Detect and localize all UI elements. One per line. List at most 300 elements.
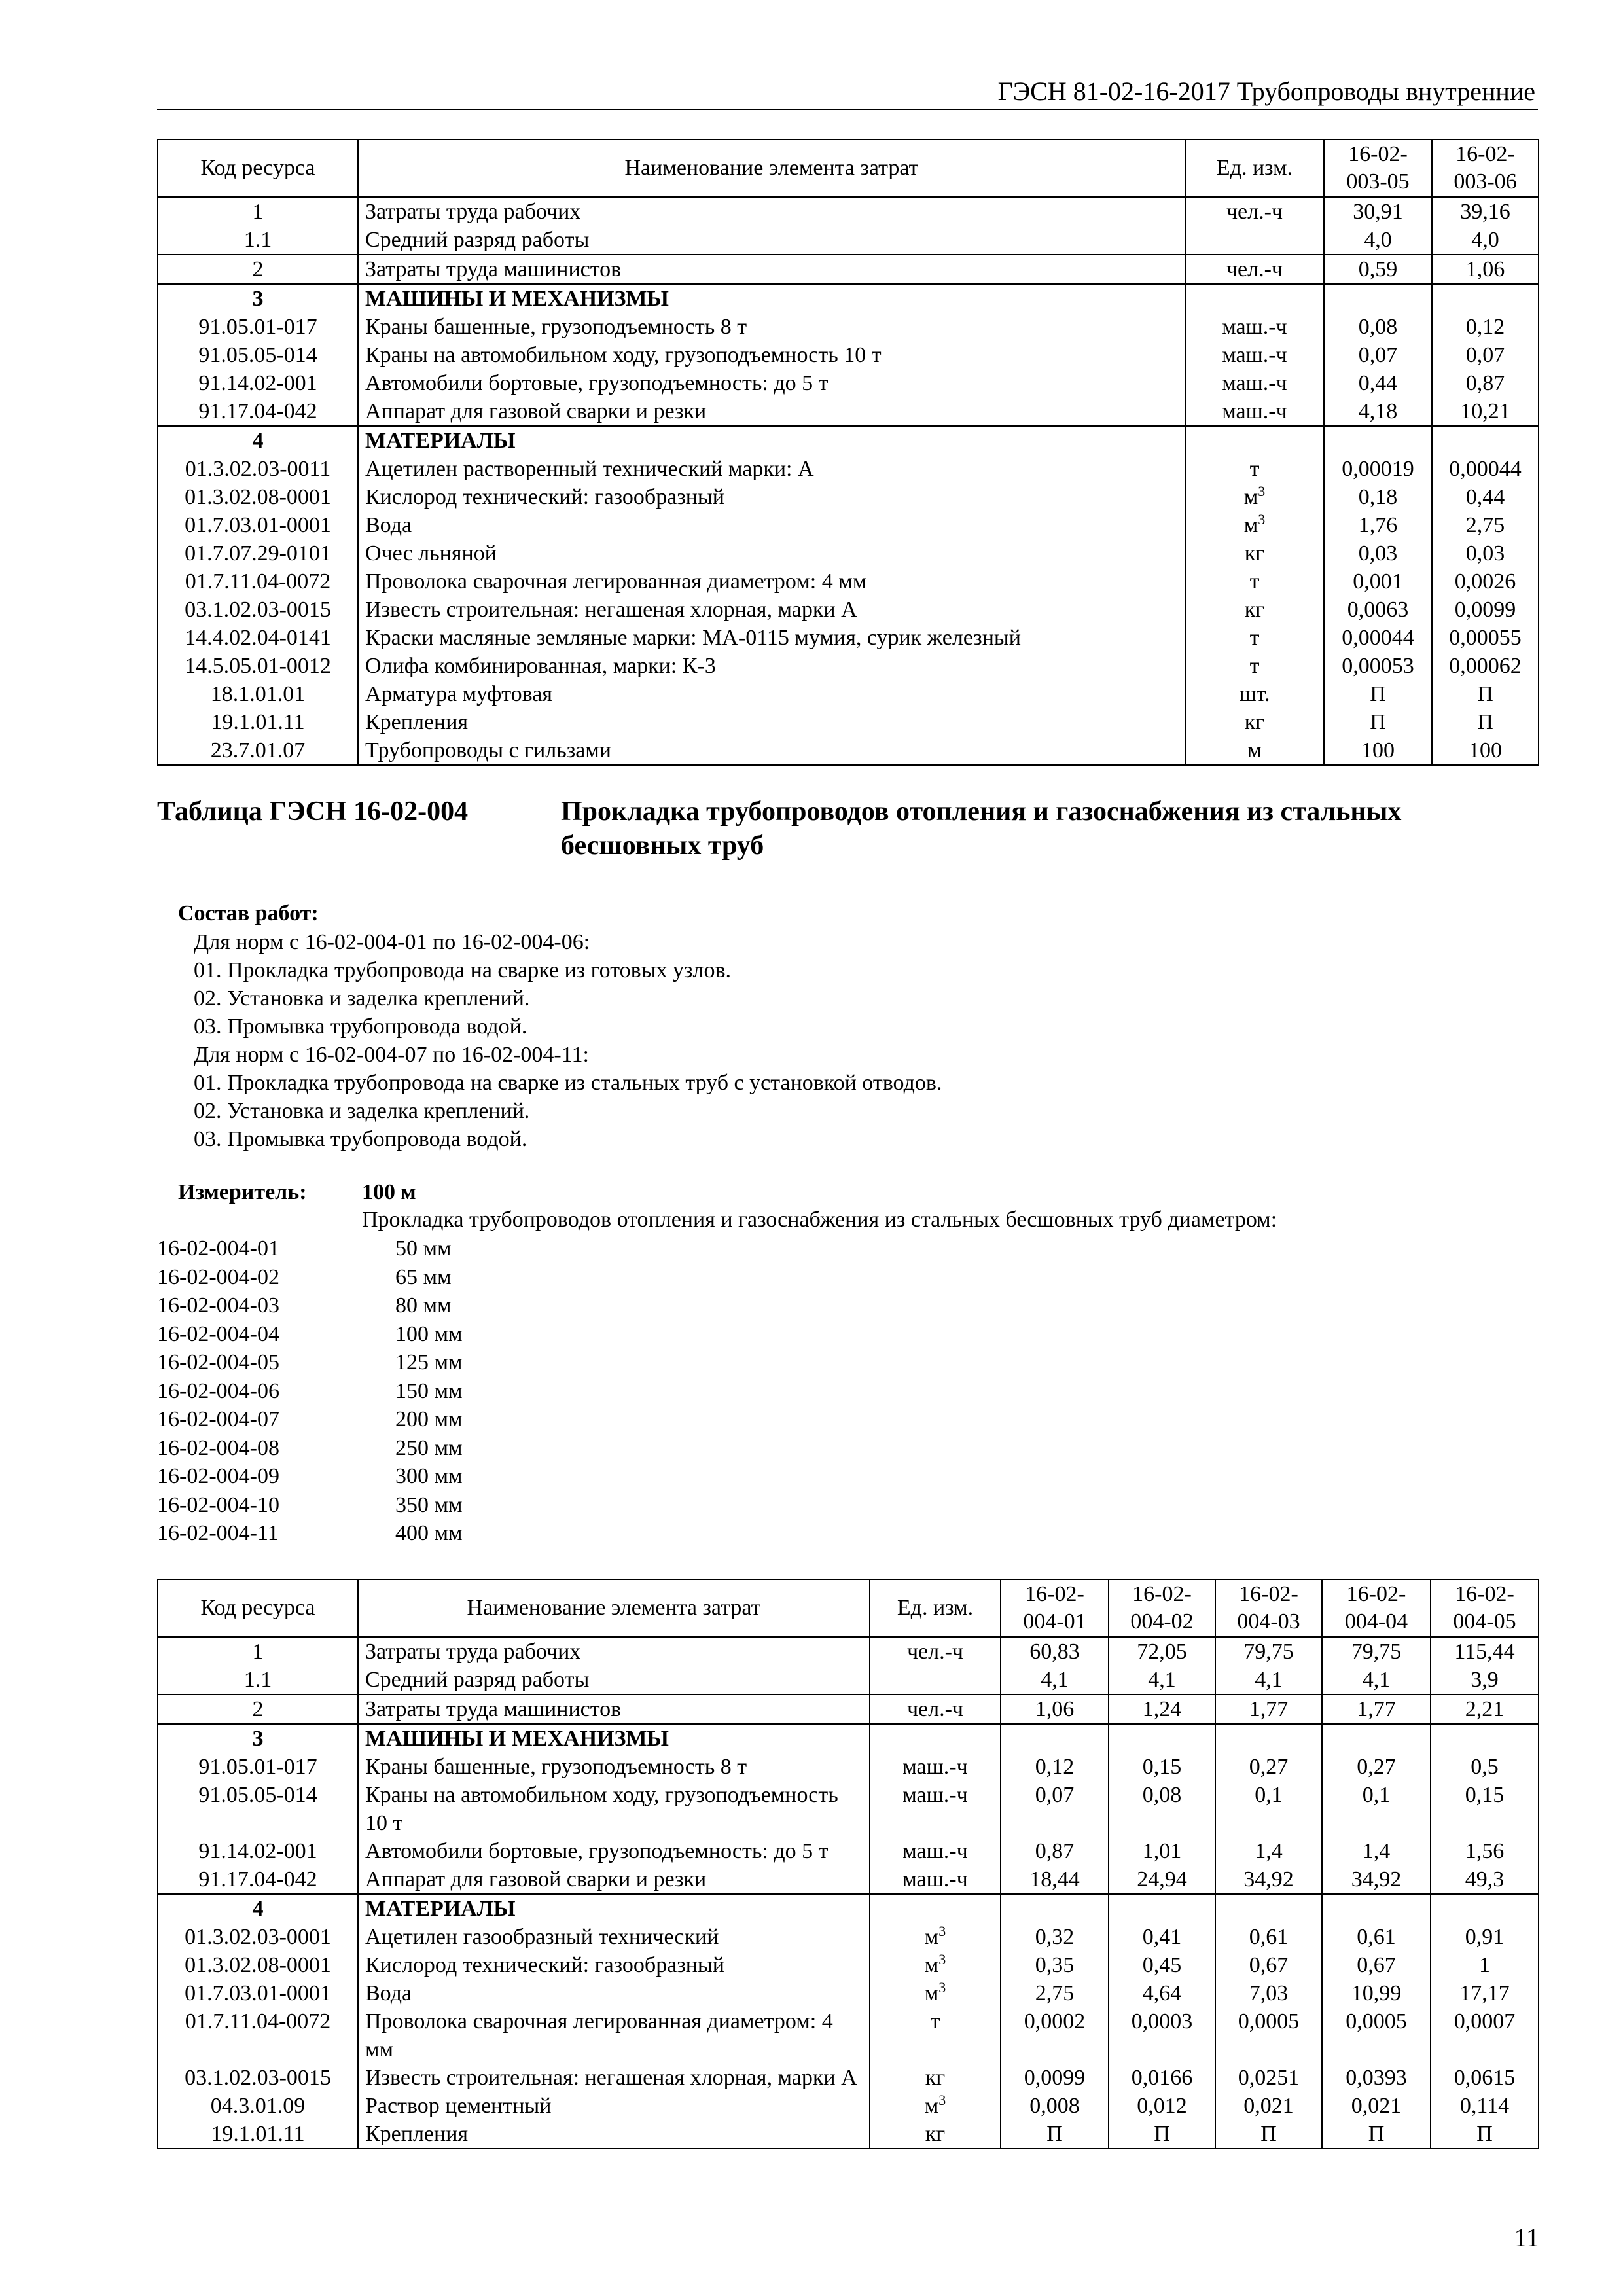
cell-resource-name: Ацетилен газообразный технический (358, 1923, 870, 1951)
cell-value: 0,12 (1001, 1753, 1109, 1781)
cell-value (1324, 426, 1432, 455)
composition-line: 01. Прокладка трубопровода на сварке из готовых узлов. (194, 958, 731, 982)
composition-line: 03. Промывка трубопровода водой. (194, 1014, 527, 1039)
col-header-norm: 16-02- 003-05 (1324, 139, 1432, 197)
cell-value: 0,008 (1001, 2092, 1109, 2120)
cell-value: 4,1 (1001, 1666, 1109, 1695)
cell-value: 34,92 (1322, 1865, 1431, 1894)
cell-unit (1185, 284, 1324, 313)
cell-unit: чел.-ч (870, 1637, 1001, 1666)
cell-value: 1,77 (1322, 1695, 1431, 1724)
norm-item (157, 1263, 463, 1292)
cell-value: 4,1 (1322, 1666, 1431, 1695)
cell-resource-code: 91.05.05-014 (158, 1781, 358, 1837)
norm-diameter: 80 мм (395, 1293, 452, 1318)
cell-unit: маш.-ч (870, 1865, 1001, 1894)
cell-unit: кг (870, 2064, 1001, 2092)
cell-value (1215, 1894, 1322, 1923)
cell-value: 2,75 (1432, 511, 1539, 539)
cell-resource-name: Известь строительная: негашеная хлорная, марки А (358, 596, 1185, 624)
cell-resource-code: 3 (158, 1724, 358, 1753)
cell-unit: $м^3$ (870, 2092, 1001, 2120)
cell-value: 0,44 (1324, 369, 1432, 397)
table-header-row (158, 1579, 1539, 1637)
cell-value: П (1324, 680, 1432, 708)
cell-value: 24,94 (1109, 1865, 1215, 1894)
table-row (158, 708, 1539, 736)
cell-resource-name: Кислород технический: газообразный (358, 483, 1185, 511)
section-table-number: Таблица ГЭСН 16-02-004 (157, 797, 469, 827)
norm-code: 16-02-004-07 (157, 1407, 279, 1431)
table-header-row (158, 139, 1539, 197)
norm-diameter: 300 мм (395, 1464, 463, 1488)
cell-unit (870, 1894, 1001, 1923)
cell-resource-code: 91.14.02-001 (158, 1837, 358, 1865)
table-row (158, 596, 1539, 624)
cell-value: 4,18 (1324, 397, 1432, 426)
cell-value: 0,07 (1001, 1781, 1109, 1837)
cell-resource-code: 01.7.11.04-0072 (158, 567, 358, 596)
cell-resource-code: 4 (158, 426, 358, 455)
norm-diameter: 50 мм (395, 1236, 452, 1261)
table-row (158, 226, 1539, 255)
cell-resource-name: МАТЕРИАЛЫ (358, 426, 1185, 455)
cell-unit: $м^3$ (1185, 511, 1324, 539)
cell-value (1322, 1724, 1431, 1753)
cell-unit: т (1185, 567, 1324, 596)
cell-value: 79,75 (1215, 1637, 1322, 1666)
cell-value: 0,03 (1324, 539, 1432, 567)
cell-resource-name: Краны на автомобильном ходу, грузоподъемность 10 т (358, 1781, 870, 1837)
cell-value: 0,0166 (1109, 2064, 1215, 2092)
cell-value: П (1431, 2120, 1539, 2149)
cell-unit: маш.-ч (870, 1753, 1001, 1781)
cell-value: 4,64 (1109, 1979, 1215, 2007)
cell-value: 0,45 (1109, 1951, 1215, 1979)
col-header-name: Наименование элемента затрат (358, 1579, 870, 1637)
cell-value: 1 (1431, 1951, 1539, 1979)
norm-diameter: 400 мм (395, 1521, 463, 1545)
cell-resource-code: 91.05.01-017 (158, 1753, 358, 1781)
table-row (158, 511, 1539, 539)
cell-value: 1,4 (1322, 1837, 1431, 1865)
cell-value (1432, 284, 1539, 313)
cell-unit (870, 1666, 1001, 1695)
cell-value: 0,0005 (1215, 2007, 1322, 2064)
cell-resource-code: 01.3.02.03-0001 (158, 1923, 358, 1951)
cell-unit: маш.-ч (1185, 313, 1324, 341)
cell-value: 0,03 (1432, 539, 1539, 567)
cell-unit: т (1185, 652, 1324, 680)
norm-diameter: 100 мм (395, 1321, 463, 1346)
cell-resource-name: Средний разряд работы (358, 1666, 870, 1695)
cell-value: 0,87 (1001, 1837, 1109, 1865)
cell-unit: чел.-ч (1185, 255, 1324, 284)
table-row (158, 426, 1539, 455)
cell-value: 2,75 (1001, 1979, 1109, 2007)
resource-table-16-02-004 (157, 1579, 1539, 2149)
norm-item (157, 1405, 463, 1434)
cell-resource-name: Арматура муфтовая (358, 680, 1185, 708)
cell-resource-name: Затраты труда рабочих (358, 197, 1185, 226)
cell-resource-code: 03.1.02.03-0015 (158, 2064, 358, 2092)
cell-value: 0,00019 (1324, 455, 1432, 483)
cell-value: 0,021 (1215, 2092, 1322, 2120)
norm-item (157, 1234, 463, 1263)
norm-diameter: 125 мм (395, 1350, 463, 1374)
cell-value: 4,1 (1109, 1666, 1215, 1695)
cell-unit: кг (1185, 539, 1324, 567)
composition-line: 03. Промывка трубопровода водой. (194, 1127, 527, 1151)
cell-value: 0,00044 (1432, 455, 1539, 483)
cell-resource-name: Очес льняной (358, 539, 1185, 567)
cell-unit: $м^3$ (870, 1979, 1001, 2007)
cell-value: 0,41 (1109, 1923, 1215, 1951)
cell-value: 72,05 (1109, 1637, 1215, 1666)
cell-unit: чел.-ч (870, 1695, 1001, 1724)
cell-value: П (1001, 2120, 1109, 2149)
cell-value: 34,92 (1215, 1865, 1322, 1894)
table-row (158, 539, 1539, 567)
cell-value: 0,15 (1431, 1781, 1539, 1837)
table-row (158, 736, 1539, 765)
table-row (158, 341, 1539, 369)
cell-value: 0,18 (1324, 483, 1432, 511)
cell-value: 10,21 (1432, 397, 1539, 426)
cell-resource-code: 1.1 (158, 226, 358, 255)
cell-resource-code: 91.17.04-042 (158, 397, 358, 426)
cell-resource-name: Краны на автомобильном ходу, грузоподъемность 10 т (358, 341, 1185, 369)
cell-resource-code: 01.3.02.08-0001 (158, 1951, 358, 1979)
cell-value: 39,16 (1432, 197, 1539, 226)
composition-heading: Состав работ: (178, 901, 319, 925)
cell-value: 0,0005 (1322, 2007, 1431, 2064)
cell-resource-code: 04.3.01.09 (158, 2092, 358, 2120)
cell-value: 1,76 (1324, 511, 1432, 539)
cell-value: 1,4 (1215, 1837, 1322, 1865)
col-header-norm: 16-02- 003-06 (1432, 139, 1539, 197)
cell-resource-name: Затраты труда машинистов (358, 255, 1185, 284)
cell-value: 2,21 (1431, 1695, 1539, 1724)
norm-diameter: 150 мм (395, 1378, 463, 1403)
cell-value: 4,0 (1432, 226, 1539, 255)
cell-value (1109, 1894, 1215, 1923)
col-header-norm: 16-02- 004-03 (1215, 1579, 1322, 1637)
cell-resource-name: Олифа комбинированная, марки: К-3 (358, 652, 1185, 680)
table-row (158, 1837, 1539, 1865)
cell-value: 0,67 (1215, 1951, 1322, 1979)
table-row (158, 1695, 1539, 1724)
norm-diameter: 65 мм (395, 1265, 452, 1289)
cell-value: 1,06 (1001, 1695, 1109, 1724)
cell-value: 0,00044 (1324, 624, 1432, 652)
cell-value (1001, 1894, 1109, 1923)
cell-value: 7,03 (1215, 1979, 1322, 2007)
cell-resource-code: 3 (158, 284, 358, 313)
cell-value: 60,83 (1001, 1637, 1109, 1666)
cell-resource-name: МАТЕРИАЛЫ (358, 1894, 870, 1923)
cell-value: 0,0063 (1324, 596, 1432, 624)
norm-code: 16-02-004-08 (157, 1435, 279, 1460)
cell-unit: т (870, 2007, 1001, 2064)
cell-value: П (1432, 708, 1539, 736)
col-header-code: Код ресурса (158, 139, 358, 197)
cell-resource-name: Средний разряд работы (358, 226, 1185, 255)
table-row (158, 369, 1539, 397)
cell-unit: кг (870, 2120, 1001, 2149)
col-header-norm: 16-02- 004-05 (1431, 1579, 1539, 1637)
cell-resource-code: 91.17.04-042 (158, 1865, 358, 1894)
resource-table-16-02-003 (157, 139, 1539, 766)
cell-value: 0,001 (1324, 567, 1432, 596)
cell-resource-name: Ацетилен растворенный технический марки: А (358, 455, 1185, 483)
cell-resource-code: 91.14.02-001 (158, 369, 358, 397)
norm-item (157, 1377, 463, 1406)
composition-line: 02. Установка и заделка креплений. (194, 1099, 530, 1123)
composition-line: 01. Прокладка трубопровода на сварке из стальных труб с установкой отводов. (194, 1071, 942, 1095)
cell-value: 0,00053 (1324, 652, 1432, 680)
table-row (158, 2120, 1539, 2149)
cell-resource-name: Затраты труда рабочих (358, 1637, 870, 1666)
cell-resource-name: Автомобили бортовые, грузоподъемность: до 5 т (358, 369, 1185, 397)
cell-unit: т (1185, 455, 1324, 483)
cell-value (1322, 1894, 1431, 1923)
cell-resource-code: 01.7.03.01-0001 (158, 511, 358, 539)
cell-value: 0,1 (1215, 1781, 1322, 1837)
norm-code: 16-02-004-05 (157, 1350, 279, 1374)
cell-resource-code: 4 (158, 1894, 358, 1923)
table-row (158, 2064, 1539, 2092)
cell-resource-code: 91.05.05-014 (158, 341, 358, 369)
cell-value (1109, 1724, 1215, 1753)
cell-value (1324, 284, 1432, 313)
norm-code: 16-02-004-11 (157, 1521, 279, 1545)
cell-resource-name: Трубопроводы с гильзами (358, 736, 1185, 765)
cell-value: 0,08 (1324, 313, 1432, 341)
cell-resource-code: 2 (158, 255, 358, 284)
cell-value: 0,114 (1431, 2092, 1539, 2120)
cell-value: 79,75 (1322, 1637, 1431, 1666)
cell-resource-name: Известь строительная: негашеная хлорная, марки А (358, 2064, 870, 2092)
cell-value: 100 (1432, 736, 1539, 765)
table-row (158, 567, 1539, 596)
cell-resource-code: 03.1.02.03-0015 (158, 596, 358, 624)
composition-line: 02. Установка и заделка креплений. (194, 986, 530, 1011)
cell-unit: чел.-ч (1185, 197, 1324, 226)
cell-value: 17,17 (1431, 1979, 1539, 2007)
cell-unit (1185, 426, 1324, 455)
cell-unit: маш.-ч (870, 1781, 1001, 1837)
cell-resource-name: Краски масляные земляные марки: МА-0115 мумия, сурик железный (358, 624, 1185, 652)
cell-resource-name: Затраты труда машинистов (358, 1695, 870, 1724)
cell-resource-name: МАШИНЫ И МЕХАНИЗМЫ (358, 1724, 870, 1753)
cell-resource-code: 1 (158, 197, 358, 226)
cell-unit: $м^3$ (870, 1951, 1001, 1979)
norm-code: 16-02-004-03 (157, 1293, 279, 1318)
cell-resource-name: Аппарат для газовой сварки и резки (358, 1865, 870, 1894)
cell-resource-name: МАШИНЫ И МЕХАНИЗМЫ (358, 284, 1185, 313)
cell-unit: кг (1185, 596, 1324, 624)
page-number: 11 (1514, 2223, 1539, 2252)
cell-value: 0,5 (1431, 1753, 1539, 1781)
cell-resource-code: 14.4.02.04-0141 (158, 624, 358, 652)
norm-item (157, 1491, 463, 1520)
norm-item (157, 1462, 463, 1491)
cell-value: 0,61 (1322, 1923, 1431, 1951)
cell-value: П (1215, 2120, 1322, 2149)
table-row (158, 397, 1539, 426)
cell-value (1432, 426, 1539, 455)
norm-item (157, 1320, 463, 1349)
cell-resource-code: 1 (158, 1637, 358, 1666)
document-header-title: ГЭСН 81-02-16-2017 Трубопроводы внутренние (997, 77, 1535, 106)
cell-value: 0,44 (1432, 483, 1539, 511)
cell-resource-code: 19.1.01.11 (158, 708, 358, 736)
norm-list (157, 1234, 463, 1548)
cell-resource-code: 01.3.02.08-0001 (158, 483, 358, 511)
col-header-name: Наименование элемента затрат (358, 139, 1185, 197)
cell-value: 1,56 (1431, 1837, 1539, 1865)
norm-item (157, 1348, 463, 1377)
norm-item (157, 1434, 463, 1463)
cell-resource-code: 01.7.07.29-0101 (158, 539, 358, 567)
cell-value: 0,0393 (1322, 2064, 1431, 2092)
norm-code: 16-02-004-04 (157, 1321, 279, 1346)
table-row (158, 1865, 1539, 1894)
cell-value: 0,00055 (1432, 624, 1539, 652)
cell-value: 10,99 (1322, 1979, 1431, 2007)
cell-resource-name: Крепления (358, 2120, 870, 2149)
cell-unit: $м^3$ (870, 1923, 1001, 1951)
cell-resource-name: Аппарат для газовой сварки и резки (358, 397, 1185, 426)
norm-diameter: 250 мм (395, 1435, 463, 1460)
cell-unit (1185, 226, 1324, 255)
table-row (158, 1637, 1539, 1666)
col-header-unit: Ед. изм. (870, 1579, 1001, 1637)
cell-resource-code: 91.05.01-017 (158, 313, 358, 341)
cell-unit: т (1185, 624, 1324, 652)
cell-value: 0,0099 (1432, 596, 1539, 624)
cell-value (1431, 1724, 1539, 1753)
cell-value: 0,35 (1001, 1951, 1109, 1979)
table-row (158, 455, 1539, 483)
table-row (158, 313, 1539, 341)
cell-value: 0,0251 (1215, 2064, 1322, 2092)
col-header-norm: 16-02- 004-02 (1109, 1579, 1215, 1637)
cell-value (1001, 1724, 1109, 1753)
table-row (158, 1781, 1539, 1837)
cell-value: 0,59 (1324, 255, 1432, 284)
cell-value: 1,06 (1432, 255, 1539, 284)
table-row (158, 1724, 1539, 1753)
cell-resource-code: 1.1 (158, 1666, 358, 1695)
cell-resource-name: Автомобили бортовые, грузоподъемность: до 5 т (358, 1837, 870, 1865)
table-row (158, 680, 1539, 708)
cell-value: 30,91 (1324, 197, 1432, 226)
cell-value: 3,9 (1431, 1666, 1539, 1695)
cell-resource-name: Крепления (358, 708, 1185, 736)
cell-value: 0,00062 (1432, 652, 1539, 680)
cell-value: 0,1 (1322, 1781, 1431, 1837)
table-row (158, 1666, 1539, 1695)
cell-unit: шт. (1185, 680, 1324, 708)
table-row (158, 284, 1539, 313)
cell-resource-name: Краны башенные, грузоподъемность 8 т (358, 1753, 870, 1781)
table-row (158, 1951, 1539, 1979)
cell-value: 0,07 (1432, 341, 1539, 369)
cell-unit: $м^3$ (1185, 483, 1324, 511)
section-table-title: Прокладка трубопроводов отопления и газоснабжения из стальных бесшовных труб (561, 797, 1402, 861)
cell-value: 0,91 (1431, 1923, 1539, 1951)
cell-value: 0,0026 (1432, 567, 1539, 596)
cell-resource-name: Вода (358, 511, 1185, 539)
cell-resource-name: Проволока сварочная легированная диаметром: 4 мм (358, 2007, 870, 2064)
cell-value: 4,0 (1324, 226, 1432, 255)
table-row (158, 1979, 1539, 2007)
norm-code: 16-02-004-10 (157, 1492, 279, 1517)
table-row (158, 624, 1539, 652)
cell-value: 100 (1324, 736, 1432, 765)
cell-unit: маш.-ч (1185, 341, 1324, 369)
cell-value: 0,0003 (1109, 2007, 1215, 2064)
composition-list (194, 928, 942, 1153)
cell-value: 0,87 (1432, 369, 1539, 397)
cell-value: П (1322, 2120, 1431, 2149)
measure-unit: 100 м (362, 1180, 416, 1204)
table-row (158, 255, 1539, 284)
cell-value: 0,32 (1001, 1923, 1109, 1951)
col-header-code: Код ресурса (158, 1579, 358, 1637)
cell-resource-code: 01.3.02.03-0011 (158, 455, 358, 483)
cell-resource-name: Раствор цементный (358, 2092, 870, 2120)
cell-unit: маш.-ч (1185, 397, 1324, 426)
norm-code: 16-02-004-09 (157, 1464, 279, 1488)
composition-line: Для норм с 16-02-004-01 по 16-02-004-06: (194, 930, 590, 954)
cell-resource-name: Краны башенные, грузоподъемность 8 т (358, 313, 1185, 341)
cell-value: 0,27 (1215, 1753, 1322, 1781)
cell-unit (870, 1724, 1001, 1753)
cell-value (1431, 1894, 1539, 1923)
cell-value: П (1324, 708, 1432, 736)
cell-unit: маш.-ч (1185, 369, 1324, 397)
cell-value: 1,24 (1109, 1695, 1215, 1724)
cell-resource-name: Проволока сварочная легированная диаметром: 4 мм (358, 567, 1185, 596)
cell-resource-code: 2 (158, 1695, 358, 1724)
cell-value: 1,77 (1215, 1695, 1322, 1724)
cell-value: 0,0615 (1431, 2064, 1539, 2092)
measure-description: Прокладка трубопроводов отопления и газоснабжения из стальных бесшовных труб диаметром: (362, 1208, 1277, 1232)
cell-value: П (1432, 680, 1539, 708)
composition-line: Для норм с 16-02-004-07 по 16-02-004-11: (194, 1043, 589, 1067)
table-row (158, 1894, 1539, 1923)
cell-value: 0,67 (1322, 1951, 1431, 1979)
table-row (158, 1923, 1539, 1951)
cell-value: 0,07 (1324, 341, 1432, 369)
norm-code: 16-02-004-06 (157, 1378, 279, 1403)
norm-diameter: 350 мм (395, 1492, 463, 1517)
cell-value: 49,3 (1431, 1865, 1539, 1894)
norm-item (157, 1519, 463, 1548)
cell-resource-code: 01.7.03.01-0001 (158, 1979, 358, 2007)
cell-unit: м (1185, 736, 1324, 765)
cell-value: 0,08 (1109, 1781, 1215, 1837)
table-row (158, 197, 1539, 226)
col-header-norm: 16-02- 004-04 (1322, 1579, 1431, 1637)
cell-resource-name: Кислород технический: газообразный (358, 1951, 870, 1979)
table-row (158, 2092, 1539, 2120)
cell-value: 0,15 (1109, 1753, 1215, 1781)
cell-value: 0,0099 (1001, 2064, 1109, 2092)
